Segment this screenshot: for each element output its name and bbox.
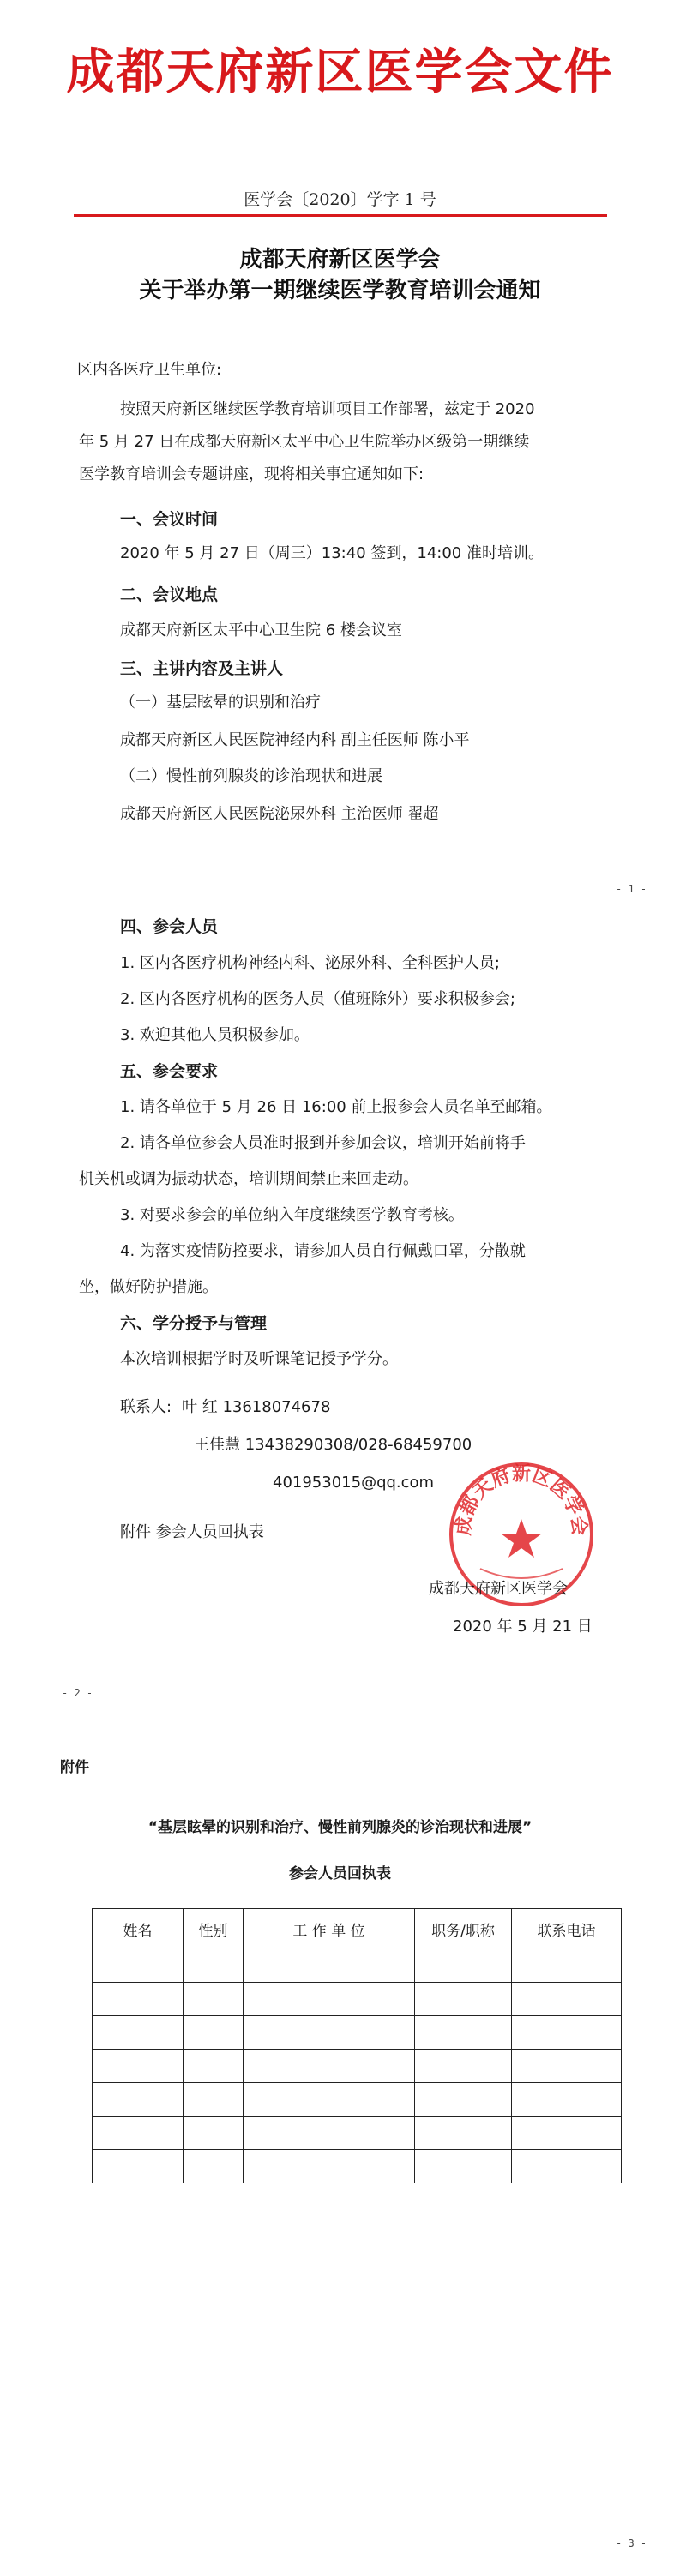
table-row <box>93 2150 622 2183</box>
table-cell[interactable] <box>244 2117 415 2150</box>
table-cell[interactable] <box>415 2150 512 2183</box>
seal-text: 成都天府新区医学会 <box>452 1462 591 1537</box>
table-cell[interactable] <box>415 2050 512 2083</box>
section-4-heading: 四、参会人员 <box>120 917 219 936</box>
attachment-note: 附件 参会人员回执表 <box>120 1523 264 1541</box>
section-2-heading: 二、会议地点 <box>120 585 219 604</box>
form-subtitle: 参会人员回执表 <box>289 1865 391 1882</box>
table-cell[interactable] <box>415 1983 512 2016</box>
table-cell[interactable] <box>415 2083 512 2117</box>
table-cell[interactable] <box>244 2150 415 2183</box>
section-5-line-1: 1. 请各单位于 5 月 26 日 16:00 前上报参会人员名单至邮箱。 <box>120 1098 552 1116</box>
section-1-heading: 一、会议时间 <box>120 510 219 529</box>
red-divider <box>74 214 607 217</box>
section-6-text: 本次培训根据学时及听课笔记授予学分。 <box>120 1350 398 1368</box>
attendee-reply-form <box>92 1908 622 2183</box>
org-header-title: 成都天府新区医学会文件 <box>66 44 614 100</box>
attendee-table <box>92 1908 622 2183</box>
table-cell[interactable] <box>415 2117 512 2150</box>
section-3-heading: 三、主讲内容及主讲人 <box>120 659 284 678</box>
topic-1: （一）基层眩晕的识别和治疗 <box>120 694 321 712</box>
section-5-line-3: 机关机或调为振动状态，培训期间禁止来回走动。 <box>79 1170 418 1188</box>
table-cell[interactable] <box>244 2083 415 2117</box>
table-row <box>93 2117 622 2150</box>
section-5-line-5: 4. 为落实疫情防控要求，请参加人员自行佩戴口罩，分散就 <box>120 1242 526 1260</box>
table-cell[interactable] <box>93 2083 184 2117</box>
table-cell[interactable] <box>512 2016 622 2050</box>
section-2-text: 成都天府新区太平中心卫生院 6 楼会议室 <box>120 621 402 639</box>
intro-line-3: 医学教育培训会专题讲座，现将相关事宜通知如下: <box>79 465 424 483</box>
table-cell[interactable] <box>93 2050 184 2083</box>
table-cell[interactable] <box>184 2083 244 2117</box>
column-header-gender: 性别 <box>184 1909 244 1949</box>
table-row <box>93 1949 622 1983</box>
table-cell[interactable] <box>244 1983 415 2016</box>
section-4-item-1: 1. 区内各医疗机构神经内科、泌尿外科、全科医护人员; <box>120 954 500 972</box>
speaker-1: 成都天府新区人民医院神经内科 副主任医师 陈小平 <box>120 731 470 749</box>
notice-title-line2: 关于举办第一期继续医学教育培训会通知 <box>139 278 541 303</box>
table-cell[interactable] <box>512 1983 622 2016</box>
table-cell[interactable] <box>184 1949 244 1983</box>
page-number-1: - 1 - <box>616 883 647 895</box>
table-cell[interactable] <box>512 1949 622 1983</box>
table-cell[interactable] <box>93 1983 184 2016</box>
contact-label: 联系人: <box>120 1398 172 1416</box>
table-cell[interactable] <box>93 2117 184 2150</box>
contact-email: 401953015@qq.com <box>273 1474 435 1492</box>
table-cell[interactable] <box>512 2050 622 2083</box>
table-cell[interactable] <box>93 2016 184 2050</box>
document-number: 医学会〔2020〕学字 1 号 <box>244 190 436 209</box>
topic-2: （二）慢性前列腺炎的诊治现状和进展 <box>120 767 382 785</box>
intro-line-1: 按照天府新区继续医学教育培训项目工作部署，兹定于 2020 <box>120 400 535 418</box>
table-cell[interactable] <box>244 2050 415 2083</box>
signature-date: 2020 年 5 月 21 日 <box>453 1618 593 1636</box>
section-5-line-6: 坐，做好防护措施。 <box>79 1278 218 1296</box>
table-cell[interactable] <box>184 1983 244 2016</box>
section-5-line-2: 2. 请各单位参会人员准时报到并参加会议，培训开始前将手 <box>120 1134 526 1152</box>
table-cell[interactable] <box>244 2016 415 2050</box>
page-number-2: - 2 - <box>62 1687 93 1699</box>
table-row <box>93 2050 622 2083</box>
section-5-line-4: 3. 对要求参会的单位纳入年度继续医学教育考核。 <box>120 1206 464 1224</box>
table-cell[interactable] <box>415 2016 512 2050</box>
signature-org: 成都天府新区医学会 <box>429 1580 568 1598</box>
table-cell[interactable] <box>184 2150 244 2183</box>
addressee: 区内各医疗卫生单位: <box>77 361 222 379</box>
section-1-text: 2020 年 5 月 27 日（周三）13:40 签到，14:00 准时培训。 <box>120 544 544 562</box>
notice-title-line1: 成都天府新区医学会 <box>239 247 441 273</box>
section-4-item-2: 2. 区内各医疗机构的医务人员（值班除外）要求积极参会; <box>120 990 515 1008</box>
section-5-heading: 五、参会要求 <box>120 1062 219 1081</box>
table-cell[interactable] <box>184 2117 244 2150</box>
table-header-row <box>93 1909 622 1949</box>
form-title: “基层眩晕的识别和治疗、慢性前列腺炎的诊治现状和进展” <box>147 1819 533 1836</box>
table-cell[interactable] <box>184 2016 244 2050</box>
table-cell[interactable] <box>512 2083 622 2117</box>
table-row <box>93 2083 622 2117</box>
page-number-3: - 3 - <box>616 2537 647 2549</box>
table-cell[interactable] <box>415 1949 512 1983</box>
table-cell[interactable] <box>512 2150 622 2183</box>
column-header-phone: 联系电话 <box>512 1909 622 1949</box>
table-row <box>93 2016 622 2050</box>
table-cell[interactable] <box>244 1949 415 1983</box>
section-4-item-3: 3. 欢迎其他人员积极参加。 <box>120 1026 310 1044</box>
section-6-heading: 六、学分授予与管理 <box>120 1314 268 1333</box>
intro-line-2: 年 5 月 27 日在成都天府新区太平中心卫生院举办区级第一期继续 <box>79 433 530 451</box>
contact-1: 叶 红 13618074678 <box>182 1398 331 1416</box>
table-cell[interactable] <box>512 2117 622 2150</box>
contact-2: 王佳慧 13438290308/028-68459700 <box>194 1436 472 1454</box>
attachment-label: 附件 <box>60 1759 89 1776</box>
seal-star-icon <box>501 1519 542 1558</box>
column-header-workplace: 工 作 单 位 <box>244 1909 415 1949</box>
table-cell[interactable] <box>93 1949 184 1983</box>
table-cell[interactable] <box>93 2150 184 2183</box>
column-header-title: 职务/职称 <box>415 1909 512 1949</box>
table-row <box>93 1983 622 2016</box>
column-header-name: 姓名 <box>93 1909 184 1949</box>
speaker-2: 成都天府新区人民医院泌尿外科 主治医师 翟超 <box>120 805 439 823</box>
table-cell[interactable] <box>184 2050 244 2083</box>
